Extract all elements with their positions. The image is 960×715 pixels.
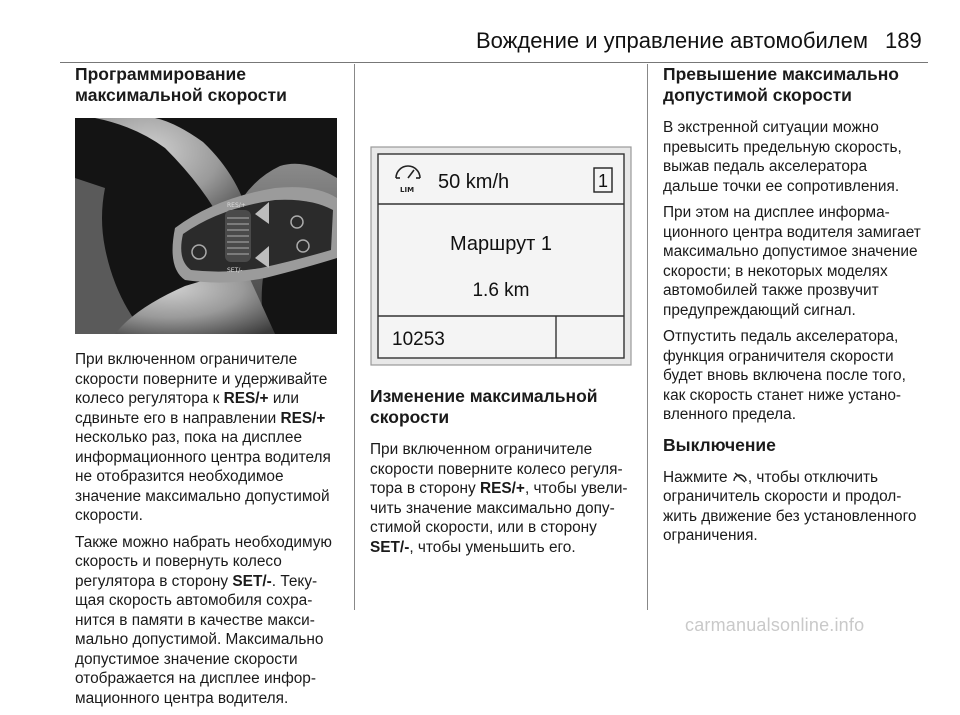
display-slot: 1 bbox=[598, 171, 609, 191]
column-divider bbox=[354, 64, 355, 610]
column-2 bbox=[370, 66, 632, 564]
page-number: 189 bbox=[885, 28, 922, 53]
paragraph: При включенном ограничителе скорости поверните колесо регулятора в сторону RES/+, чтобы увеличить значение максимально допустимой скорости, или в сторону SET/-, чтобы уменьшить его. bbox=[370, 441, 628, 556]
section-heading-exceed: Превышение максимально допустимой скорости bbox=[663, 64, 899, 105]
paragraph: При включенном ограничителе скорости поверните и удерживайте колесо регулятора к RES/+ или сдвиньте его в направлении RES/+ несколько раз, пока на дисплее информационного центра водителя не отобразится необходимое значение максимально допустимой скорости. bbox=[75, 351, 331, 524]
paragraph: В экстренной ситуации можно превысить предельную скорость, выжав педаль акселератора дальше точки ее сопротивления. bbox=[663, 119, 902, 195]
paragraph: При этом на дисплее информационного центра водителя замигает максимально допустимое значение скорости; в некоторых моделях автомобилей также прозвучит предупреждающий сигнал. bbox=[663, 204, 921, 319]
section-heading-change: Изменение максимальной скорости bbox=[370, 386, 598, 427]
wheel-label-set: SET/- bbox=[227, 267, 243, 274]
column-3 bbox=[663, 64, 925, 553]
page-header-title: Вождение и управление автомобилем bbox=[475, 28, 868, 53]
section-heading-off: Выключение bbox=[663, 434, 776, 455]
display-distance: 1.6 km bbox=[472, 280, 530, 301]
header-rule bbox=[60, 62, 928, 63]
display-odometer: 10253 bbox=[392, 329, 445, 350]
steering-wheel-controls-figure bbox=[75, 118, 337, 334]
paragraph: Нажмите , чтобы отключить ограничитель скорости и продолжить движение без установленного ограничения. bbox=[663, 468, 917, 544]
paragraph: Отпустить педаль акселератора, функция ограничителя скорости будет вновь включена после того, как скорость станет ниже установленного предела. bbox=[663, 328, 906, 423]
wheel-label-res: RES/+ bbox=[227, 202, 246, 209]
paragraph: Также можно набрать необходимую скорость и повернуть колесо регулятора в сторону SET/-. Текущая скорость автомобиля сохранится в памяти в качестве максимально допустимой. Максимально допустимое значение скорости отображается на дисплее информационного центра водителя. bbox=[75, 533, 332, 707]
watermark: carmanualsonline.info bbox=[685, 615, 865, 635]
driver-info-display-figure bbox=[370, 146, 632, 366]
display-route: Маршрут 1 bbox=[450, 233, 552, 255]
column-divider bbox=[647, 64, 648, 610]
display-speed: 50 km/h bbox=[438, 171, 510, 193]
lim-label: LIM bbox=[400, 186, 415, 194]
section-heading-programming: Программирование максимальной скорости bbox=[75, 64, 287, 105]
column-1 bbox=[75, 64, 337, 715]
speed-limiter-off-icon bbox=[732, 471, 748, 483]
